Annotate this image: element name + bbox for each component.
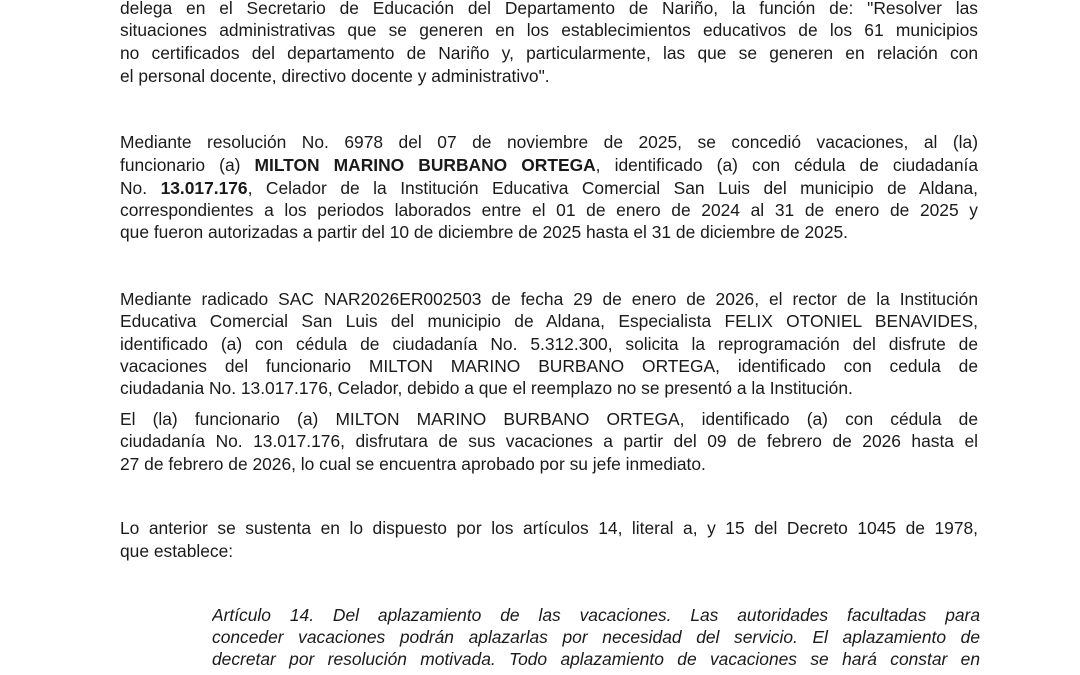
text-line [120, 154, 978, 176]
text-line: que fueron autorizadas a partir del 10 de diciembre de 2025 hasta el 31 de diciembre de 2025. [120, 222, 848, 242]
text-line: no certificados del departamento de Nariño y, particularmente, las que se generen en relación con [120, 43, 978, 63]
text-line: el personal docente, directivo docente y administrativo". [120, 66, 550, 86]
text-line: que establece: [120, 541, 234, 561]
text-segment: , Celador de la Institución Educativa Comercial San Luis del municipio de Aldana, [247, 178, 978, 198]
quote-line: conceder vacaciones podrán aplazarlas por necesidad del servicio. El aplazamiento de [212, 627, 980, 647]
text-line: 27 de febrero de 2026, lo cual se encuentra aprobado por su jefe inmediato. [120, 454, 706, 474]
text-line: vacaciones del funcionario MILTON MARINO BURBANO ORTEGA, identificado con cedula de [120, 356, 978, 376]
text-line: situaciones administrativas que se generen en los establecimientos educativos de los 61 municipios [120, 20, 978, 40]
text-line: ciudadanía No. 13.017.176, disfrutara de sus vacaciones a partir del 09 de febrero de 2026 hasta el [120, 431, 978, 451]
quote-line: decretar por resolución motivada. Todo aplazamiento de vacaciones se hará constar en [212, 649, 980, 669]
text-line: Educativa Comercial San Luis del municipio de Aldana, Especialista FELIX OTONIEL BENAVIDES, [120, 311, 978, 331]
text-line: Lo anterior se sustenta en lo dispuesto por los artículos 14, literal a, y 15 del Decreto 1045 de 1978, [120, 518, 978, 538]
text-line: delega en el Secretario de Educación del Departamento de Nariño, la función de: "Resolver las [120, 0, 978, 18]
text-line: Mediante radicado SAC NAR2026ER002503 de fecha 29 de enero de 2026, el rector de la Institución [120, 289, 978, 309]
text-segment: , identificado (a) con cédula de ciudadanía [595, 155, 978, 175]
text-line: correspondientes a los periodos laborados entre el 01 de enero de 2024 al 31 de enero de 2025 y [120, 200, 978, 220]
text-segment: funcionario (a) [120, 155, 255, 175]
text-line [120, 177, 978, 199]
quote-line: Artículo 14. Del aplazamiento de las vacaciones. Las autoridades facultadas para [212, 605, 980, 625]
employee-name: MILTON MARINO BURBANO ORTEGA [254, 155, 596, 175]
text-line: identificado (a) con cédula de ciudadanía No. 5.312.300, solicita la reprogramación del disfrute de [120, 334, 978, 354]
text-segment: No. [120, 178, 161, 198]
employee-id: 13.017.176 [160, 178, 248, 198]
text-line: ciudadania No. 13.017.176, Celador, debido a que el reemplazo no se presentó a la Institución. [120, 378, 853, 398]
text-line: El (la) funcionario (a) MILTON MARINO BURBANO ORTEGA, identificado (a) con cédula de [120, 409, 978, 429]
text-line: Mediante resolución No. 6978 del 07 de noviembre de 2025, se concedió vacaciones, al (la) [120, 132, 978, 152]
